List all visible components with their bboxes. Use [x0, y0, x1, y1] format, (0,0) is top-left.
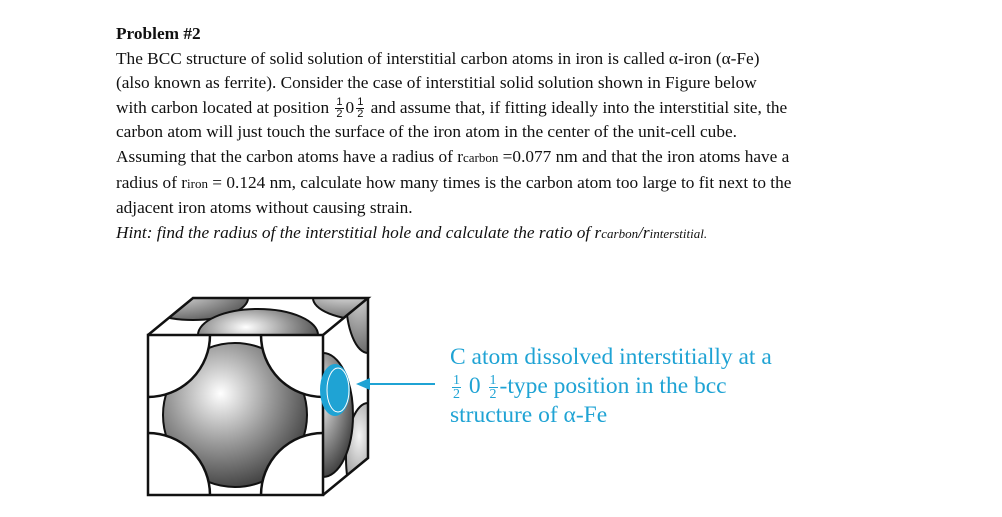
fraction-half-1: $\frac{1}{2}$	[336, 96, 343, 121]
hint-line: Hint: find the radius of the interstitial hole and calculate the ratio of rcarbon/rinterstitial.	[116, 222, 708, 242]
problem-text	[116, 22, 916, 246]
fraction-half-2: $\frac{1}{2}$	[357, 96, 364, 121]
problem-title: Problem #2	[116, 24, 201, 43]
caption-fraction-1: $\frac{1}{2}$	[453, 373, 460, 403]
bcc-unit-cell-figure	[130, 290, 450, 505]
r-carbon-subscript: carbon	[462, 149, 499, 165]
r-iron-subscript: iron	[187, 175, 208, 191]
position-zero: 0	[345, 97, 355, 117]
caption-line-2: $\frac{1}{2}$ 0 $\frac{1}{2}$ -type position in the bcc	[453, 373, 727, 403]
line3-start: with carbon located at position	[116, 97, 330, 117]
problem-line-4: carbon atom will just touch the surface of the iron atom in the center of the unit-cell cube.	[116, 122, 737, 142]
line3-end: and assume that, if fitting ideally into the interstitial site, the	[370, 97, 788, 117]
carbon-atom	[320, 364, 350, 416]
figure-caption	[450, 343, 772, 430]
problem-line-3	[116, 96, 916, 121]
problem-line-5: Assuming that the carbon atoms have a radius of rcarbon =0.077 nm and that the iron atoms have a	[116, 146, 790, 166]
problem-line-6: radius of riron = 0.124 nm, calculate how many times is the carbon atom too large to fit next to the	[116, 172, 792, 192]
problem-line-7: adjacent iron atoms without causing strain.	[116, 198, 413, 218]
problem-line-1: The BCC structure of solid solution of interstitial carbon atoms in iron is called α-iron (α-Fe)	[116, 48, 760, 68]
caption-line-1: C atom dissolved interstitially at a	[450, 344, 772, 370]
caption-line-3: structure of α-Fe	[450, 402, 608, 429]
pointer-arrow	[356, 378, 435, 390]
caption-fraction-2: $\frac{1}{2}$	[489, 373, 497, 403]
problem-line-2: (also known as ferrite). Consider the case of interstitial solid solution shown in Figure below	[116, 73, 757, 93]
